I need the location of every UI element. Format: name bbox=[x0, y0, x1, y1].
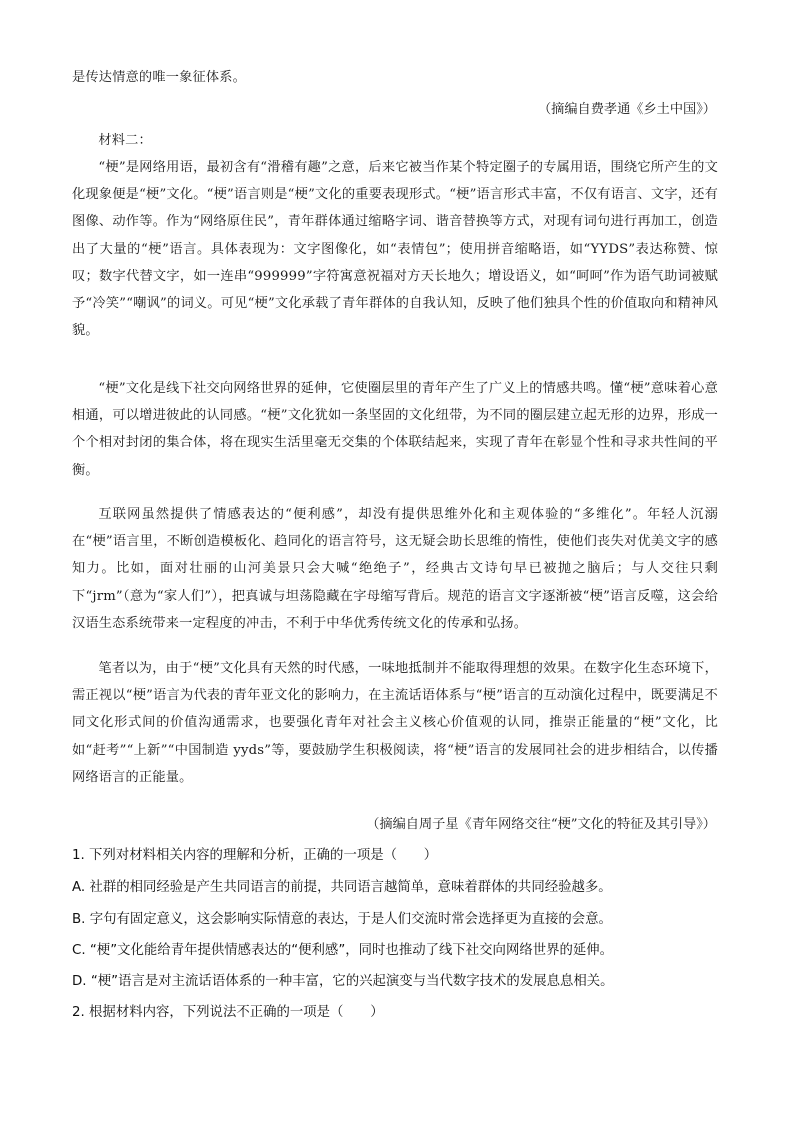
source-citation-2: （摘编自周子星《青年网络交往“梗”文化的特征及其引导》） bbox=[366, 817, 716, 832]
material-2-paragraph-4: 笔者以为，由于“梗”文化具有天然的时代感，一味地抵制并不能取得理想的效果。在数字化生态环境下，需正视以“梗”语言为代表的青年亚文化的影响力，在主流话语体系与“梗”语言的互动演化过程中，既要满足不同文化形式间的价值沟通需求，也要强化青年对社会主义核心价值观的认同，推崇正能量的“梗”文化，比如“赶考”“上新”“中国制造 yyds”等，要鼓励学生积极阅读，将“梗”语言的发展同社会的进步相结合，以传播网络语言的正能量。 bbox=[72, 661, 718, 785]
material-2-heading: 材料二： bbox=[98, 133, 152, 148]
passage-continuation: 是传达情意的唯一象征体系。 bbox=[72, 70, 247, 85]
source-citation-1: （摘编自费孝通《乡土中国》） bbox=[537, 102, 716, 117]
question-1-option-d: D. “梗”语言是对主流话语体系的一种丰富，它的兴起演变与当代数字技术的发展息息相关。 bbox=[72, 974, 614, 989]
question-1-option-a: A. 社群的相同经验是产生共同语言的前提，共同语言越简单，意味着群体的共同经验越多。 bbox=[72, 880, 612, 895]
question-1-stem: 1. 下列对材料相关内容的理解和分析，正确的一项是（ ） bbox=[72, 848, 438, 863]
question-1-option-c: C. “梗”文化能给青年提供情感表达的“便利感”，同时也推动了线下社交向网络世界的延伸。 bbox=[72, 943, 614, 958]
material-2-paragraph-1: “梗”是网络用语，最初含有“滑稽有趣”之意，后来它被当作某个特定圈子的专属用语，围绕它所产生的文化现象便是“梗”文化。“梗”语言则是“梗”文化的重要表现形式。“梗”语言形式丰富，不仅有语言、文字，还有图像、动作等。作为“网络原住民”，青年群体通过缩略字词、谐音替换等方式，对现有词句进行再加工，创造出了大量的“梗”语言。具体表现为：文字图像化，如“表情包”；使用拼音缩略语，如“YYDS”表达称赞、惊叹；数字代替文字，如一连串“999999”字符寓意祝福对方天长地久；增设语义，如“呵呵”作为语气助词被赋予“冷笑”“嘲讽”的词义。可见“梗”文化承载了青年群体的自我认知，反映了他们独具个性的价值取向和精神风貌。 bbox=[72, 160, 718, 339]
material-2-paragraph-2: “梗”文化是线下社交向网络世界的延伸，它使圈层里的青年产生了广义上的情感共鸣。懂“梗”意味着心意相通，可以增进彼此的认同感。“梗”文化犹如一条坚固的文化纽带，为不同的圈层建立起无形的边界，形成一个个相对封闭的集合体，将在现实生活里毫无交集的个体联结起来，实现了青年在彰显个性和寻求共性间的平衡。 bbox=[72, 381, 718, 478]
question-2-stem: 2. 根据材料内容，下列说法不正确的一项是（ ） bbox=[72, 1005, 384, 1020]
question-1-option-b: B. 字句有固定意义，这会影响实际情意的表达，于是人们交流时常会选择更为直接的会意。 bbox=[72, 912, 612, 927]
material-2-paragraph-3: 互联网虽然提供了情感表达的“便利感”，却没有提供思维外化和主观体验的“多维化”。年轻人沉溺在“梗”语言里，不断创造模板化、趋同化的语言符号，这无疑会助长思维的惰性，使他们丧失对优美文字的感知力。比如，面对壮丽的山河美景只会大喊“绝绝子”，经典古文诗句早已被抛之脑后；与人交往只剩下“jrm”（意为“家人们”），把真诚与坦荡隐藏在字母缩写背后。规范的语言文字逐渐被“梗”语言反噬，这会给汉语生态系统带来一定程度的冲击，不利于中华优秀传统文化的传承和弘扬。 bbox=[72, 507, 718, 631]
